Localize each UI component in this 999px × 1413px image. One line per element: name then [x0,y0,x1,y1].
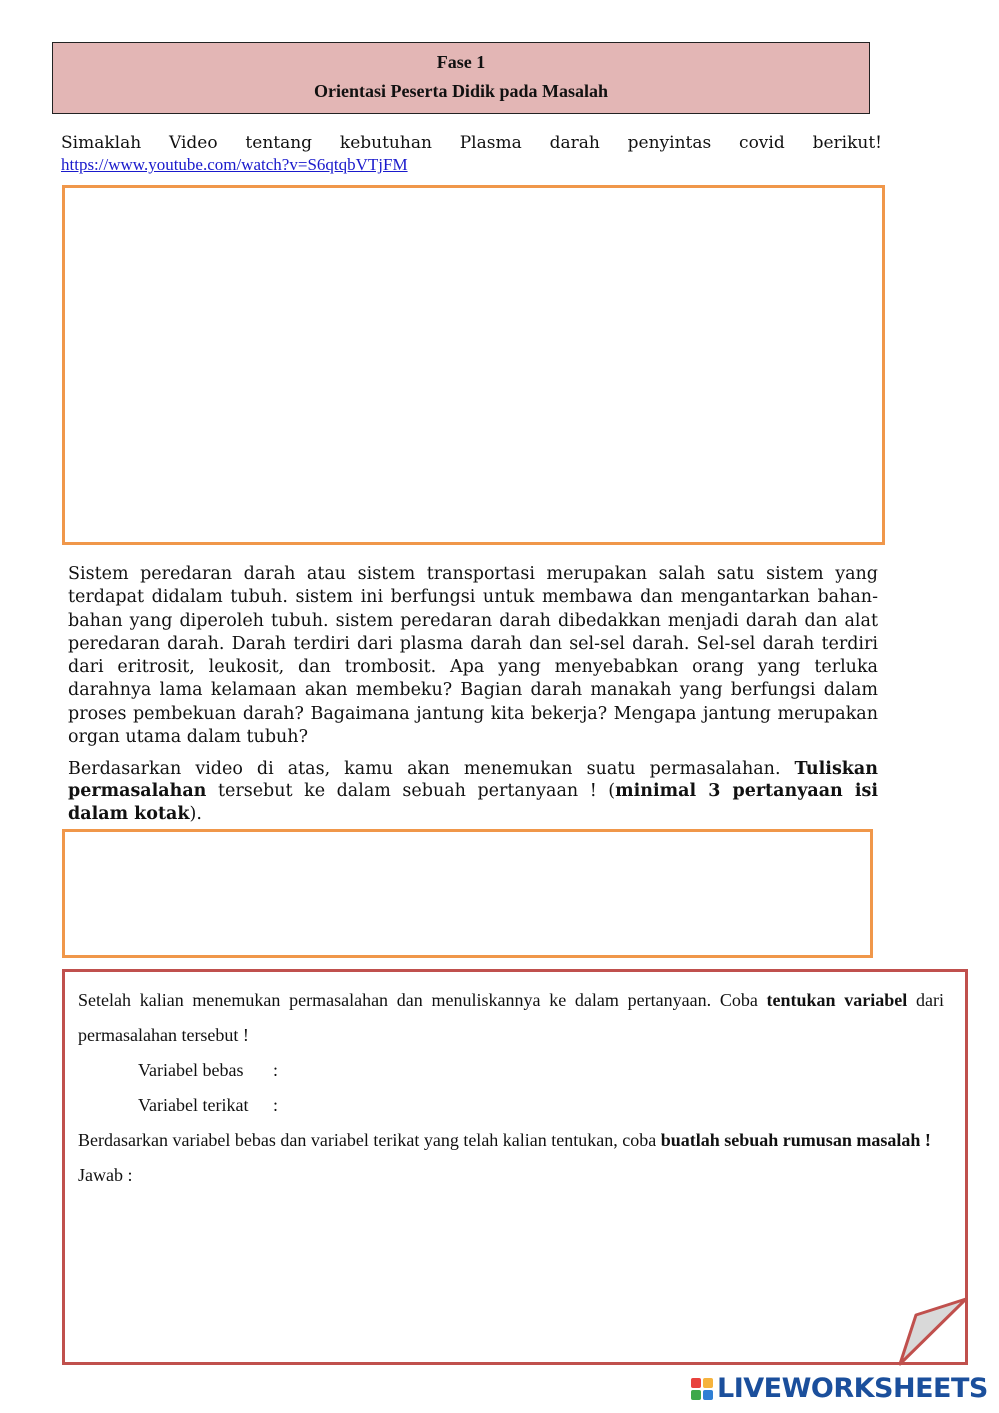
phase-subtitle: Orientasi Peserta Didik pada Masalah [313,81,608,101]
phase-title: Fase 1 [436,52,486,72]
instruction-paragraph [68,758,878,825]
variable-section [78,983,944,1192]
dependent-variable-row [78,1088,944,1123]
variable-intro-bold: tentukan variabel [766,990,908,1010]
logo-text: LIVEWORKSHEETS [717,1373,988,1404]
liveworksheets-logo [691,1373,988,1404]
logo-square-yellow [703,1378,713,1388]
instruction-part-3: ). [189,803,202,824]
questions-answer-box[interactable] [62,829,873,958]
logo-square-red [691,1378,701,1388]
instruction-part-2: tersebut ke dalam sebuah pertanyaan ! ( [206,781,616,802]
intro-text: Simaklah Video tentang kebutuhan Plasma darah penyintas covid berikut! [61,133,882,153]
independent-variable-label: Variabel bebas [138,1060,244,1080]
phase-header [52,42,870,114]
logo-square-blue [703,1390,713,1400]
dependent-variable-colon: : [273,1095,279,1115]
blood-circulation-paragraph: Sistem peredaran darah atau sistem transportasi merupakan salah satu sistem yang terdapat didalam tubuh. sistem ini berfungsi untuk membawa dan mengantarkan bahan-bahan yang diperoleh tubuh. sistem peredaran darah dibedakkan menjadi darah dan alat peredaran darah. Darah terdiri dari plasma darah dan sel-sel darah. Sel-sel darah terdiri dari eritrosit, leukosit, dan trombosit. Apa yang menyebabkan orang yang terluka darahnya lama kelamaan akan membeku? Bagian darah manakah yang berfungsi dalam proses pembekuan darah? Bagaimana jantung kita bekerja? Mengapa jantung merupakan organ utama dalam tubuh? [68,564,878,748]
variable-intro-part-2: dari permasalahan tersebut ! [78,990,945,1045]
formulate-part-1: Berdasarkan variabel bebas dan variabel terikat yang telah kalian tentukan, coba [78,1130,661,1150]
logo-mark-icon [691,1378,713,1400]
video-embed-box[interactable] [62,185,885,545]
instruction-bold-2: minimal 3 pertanyaan isi dalam kotak [68,781,878,824]
instruction-part-1: Berdasarkan video di atas, kamu akan menemukan suatu permasalahan. [68,759,795,779]
logo-square-green [691,1390,701,1400]
answer-label: Jawab : [78,1165,133,1185]
variable-intro-part-1: Setelah kalian menemukan permasalahan dan menuliskannya ke dalam pertanyaan. Coba [78,990,767,1010]
instruction-bold-1: Tuliskan permasalahan [68,759,878,802]
formulate-bold: buatlah sebuah rumusan masalah ! [660,1130,931,1150]
page-curl-icon [898,1297,970,1367]
video-link[interactable]: https://www.youtube.com/watch?v=S6qtqbVTjFM [61,155,408,174]
dependent-variable-label: Variabel terikat [138,1095,249,1115]
independent-variable-colon: : [273,1060,279,1080]
independent-variable-row [78,1053,944,1088]
